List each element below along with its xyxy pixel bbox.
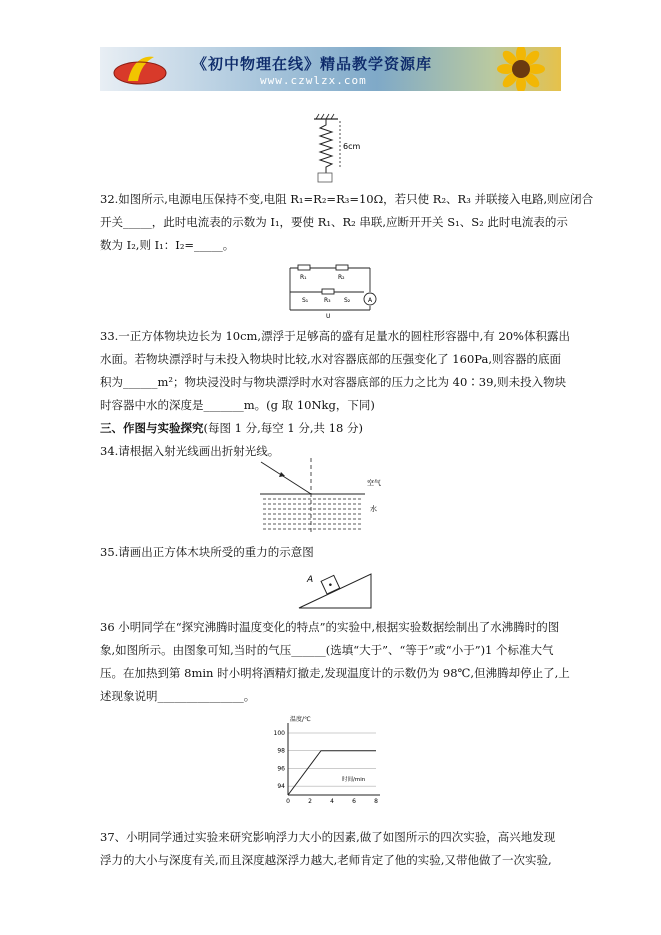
q36-line1: 36 小明同学在“探究沸腾时温度变化的特点”的实验中,根据实验数据绘制出了水沸腾时的图 <box>100 620 560 634</box>
section-3-heading <box>100 417 565 440</box>
y-tick-label: 100 <box>273 730 285 737</box>
q32-line2: 开关_____，此时电流表的示数为 I₁，要使 R₁、R₂ 串联,应断开开关 S₁、S₂ 此时电流表的示 <box>100 215 568 229</box>
sunflower-icon <box>477 47 557 91</box>
y-tick-label: 98 <box>277 747 285 755</box>
temperature-line <box>288 751 376 795</box>
q37-line2: 浮力的大小与深度有关,而且深度越深浮力越大,老师肯定了他的实验,又带他做了一次实验, <box>100 853 552 867</box>
x-tick-label: 6 <box>352 798 356 805</box>
incline-diagram <box>295 566 375 612</box>
question-32 <box>100 188 594 257</box>
header-banner <box>100 47 561 91</box>
question-33 <box>100 325 570 463</box>
x-tick-label: 2 <box>308 798 312 805</box>
air-label: 空气 <box>367 479 381 487</box>
spring-length-label: 6cm <box>343 142 361 151</box>
x-tick-label: 0 <box>286 798 290 805</box>
section-3-title: 三、作图与实验探究 <box>100 421 204 435</box>
r3-label: R₃ <box>324 297 331 304</box>
q37-line1: 37、小明同学通过实验来研究影响浮力大小的因素,做了如图所示的四次实验，高兴地发现 <box>100 830 556 844</box>
q33-line1: 33.一正方体物块边长为 10cm,漂浮于足够高的盛有足量水的圆柱形容器中,有 20%体积露出 <box>100 329 570 343</box>
s1-label: S₁ <box>302 297 309 304</box>
water-label: 水 <box>370 505 377 513</box>
header-title: 《初中物理在线》精品教学资源库 <box>192 55 433 73</box>
q32-line1: 32.如图所示,电源电压保持不变,电阻 R₁=R₂=R₃=10Ω，若只使 R₂、R₃ 并联接入电路,则应闭合 <box>100 192 594 206</box>
question-35 <box>100 541 565 564</box>
q33-line4: 时容器中水的深度是_______m。(g 取 10Nkg，下同) <box>100 398 375 412</box>
q32-line3: 数为 I₂,则 I₁：I₂=_____。 <box>100 238 235 252</box>
q36-line3: 压。在加热到第 8min 时小明将酒精灯撤走,发现温度计的示数仍为 98℃,但沸腾却停止了,上 <box>100 666 570 680</box>
y-tick-label: 94 <box>277 783 285 791</box>
s2-label: S₂ <box>344 297 351 304</box>
source-label: U <box>326 313 331 320</box>
q33-line2: 水面。若物块漂浮时与未投入物块时比较,水对容器底部的压强变化了 160Pa,则容器的底面 <box>100 352 561 366</box>
x-axis-label: 时间/min <box>342 777 366 783</box>
y-tick-label: 96 <box>277 765 285 773</box>
logo-icon <box>110 51 170 87</box>
block-label: A <box>307 575 314 585</box>
question-36 <box>100 616 570 708</box>
boiling-graph <box>262 713 382 805</box>
r1-label: R₁ <box>300 274 307 281</box>
question-34: 34.请根据入射光线画出折射光线。 <box>100 444 280 458</box>
q36-line4: 述现象说明_______________。 <box>100 689 256 703</box>
circuit-diagram <box>282 262 382 320</box>
r2-label: R₂ <box>338 274 345 281</box>
section-3-note: (每图 1 分,每空 1 分,共 18 分) <box>203 421 363 435</box>
header-url: www.czwlzx.com <box>260 74 367 87</box>
q35-text: 35.请画出正方体木块所受的重力的示意图 <box>100 545 314 559</box>
x-tick-label: 8 <box>374 798 378 805</box>
question-37 <box>100 826 565 872</box>
ammeter-label: A <box>368 297 373 304</box>
spring-figure <box>300 113 370 185</box>
q33-line3: 积为______m²；物块浸没时与物块漂浮时水对容器底部的压力之比为 40∶39,则未投入物块 <box>100 375 567 389</box>
x-tick-label: 4 <box>330 798 334 805</box>
q36-line2: 象,如图所示。由图象可知,当时的气压______(选填“大于”、“等于”或“小于”)1 个标准大气 <box>100 643 554 657</box>
y-axis-label: 温度/℃ <box>290 716 311 723</box>
refraction-diagram <box>255 455 400 540</box>
